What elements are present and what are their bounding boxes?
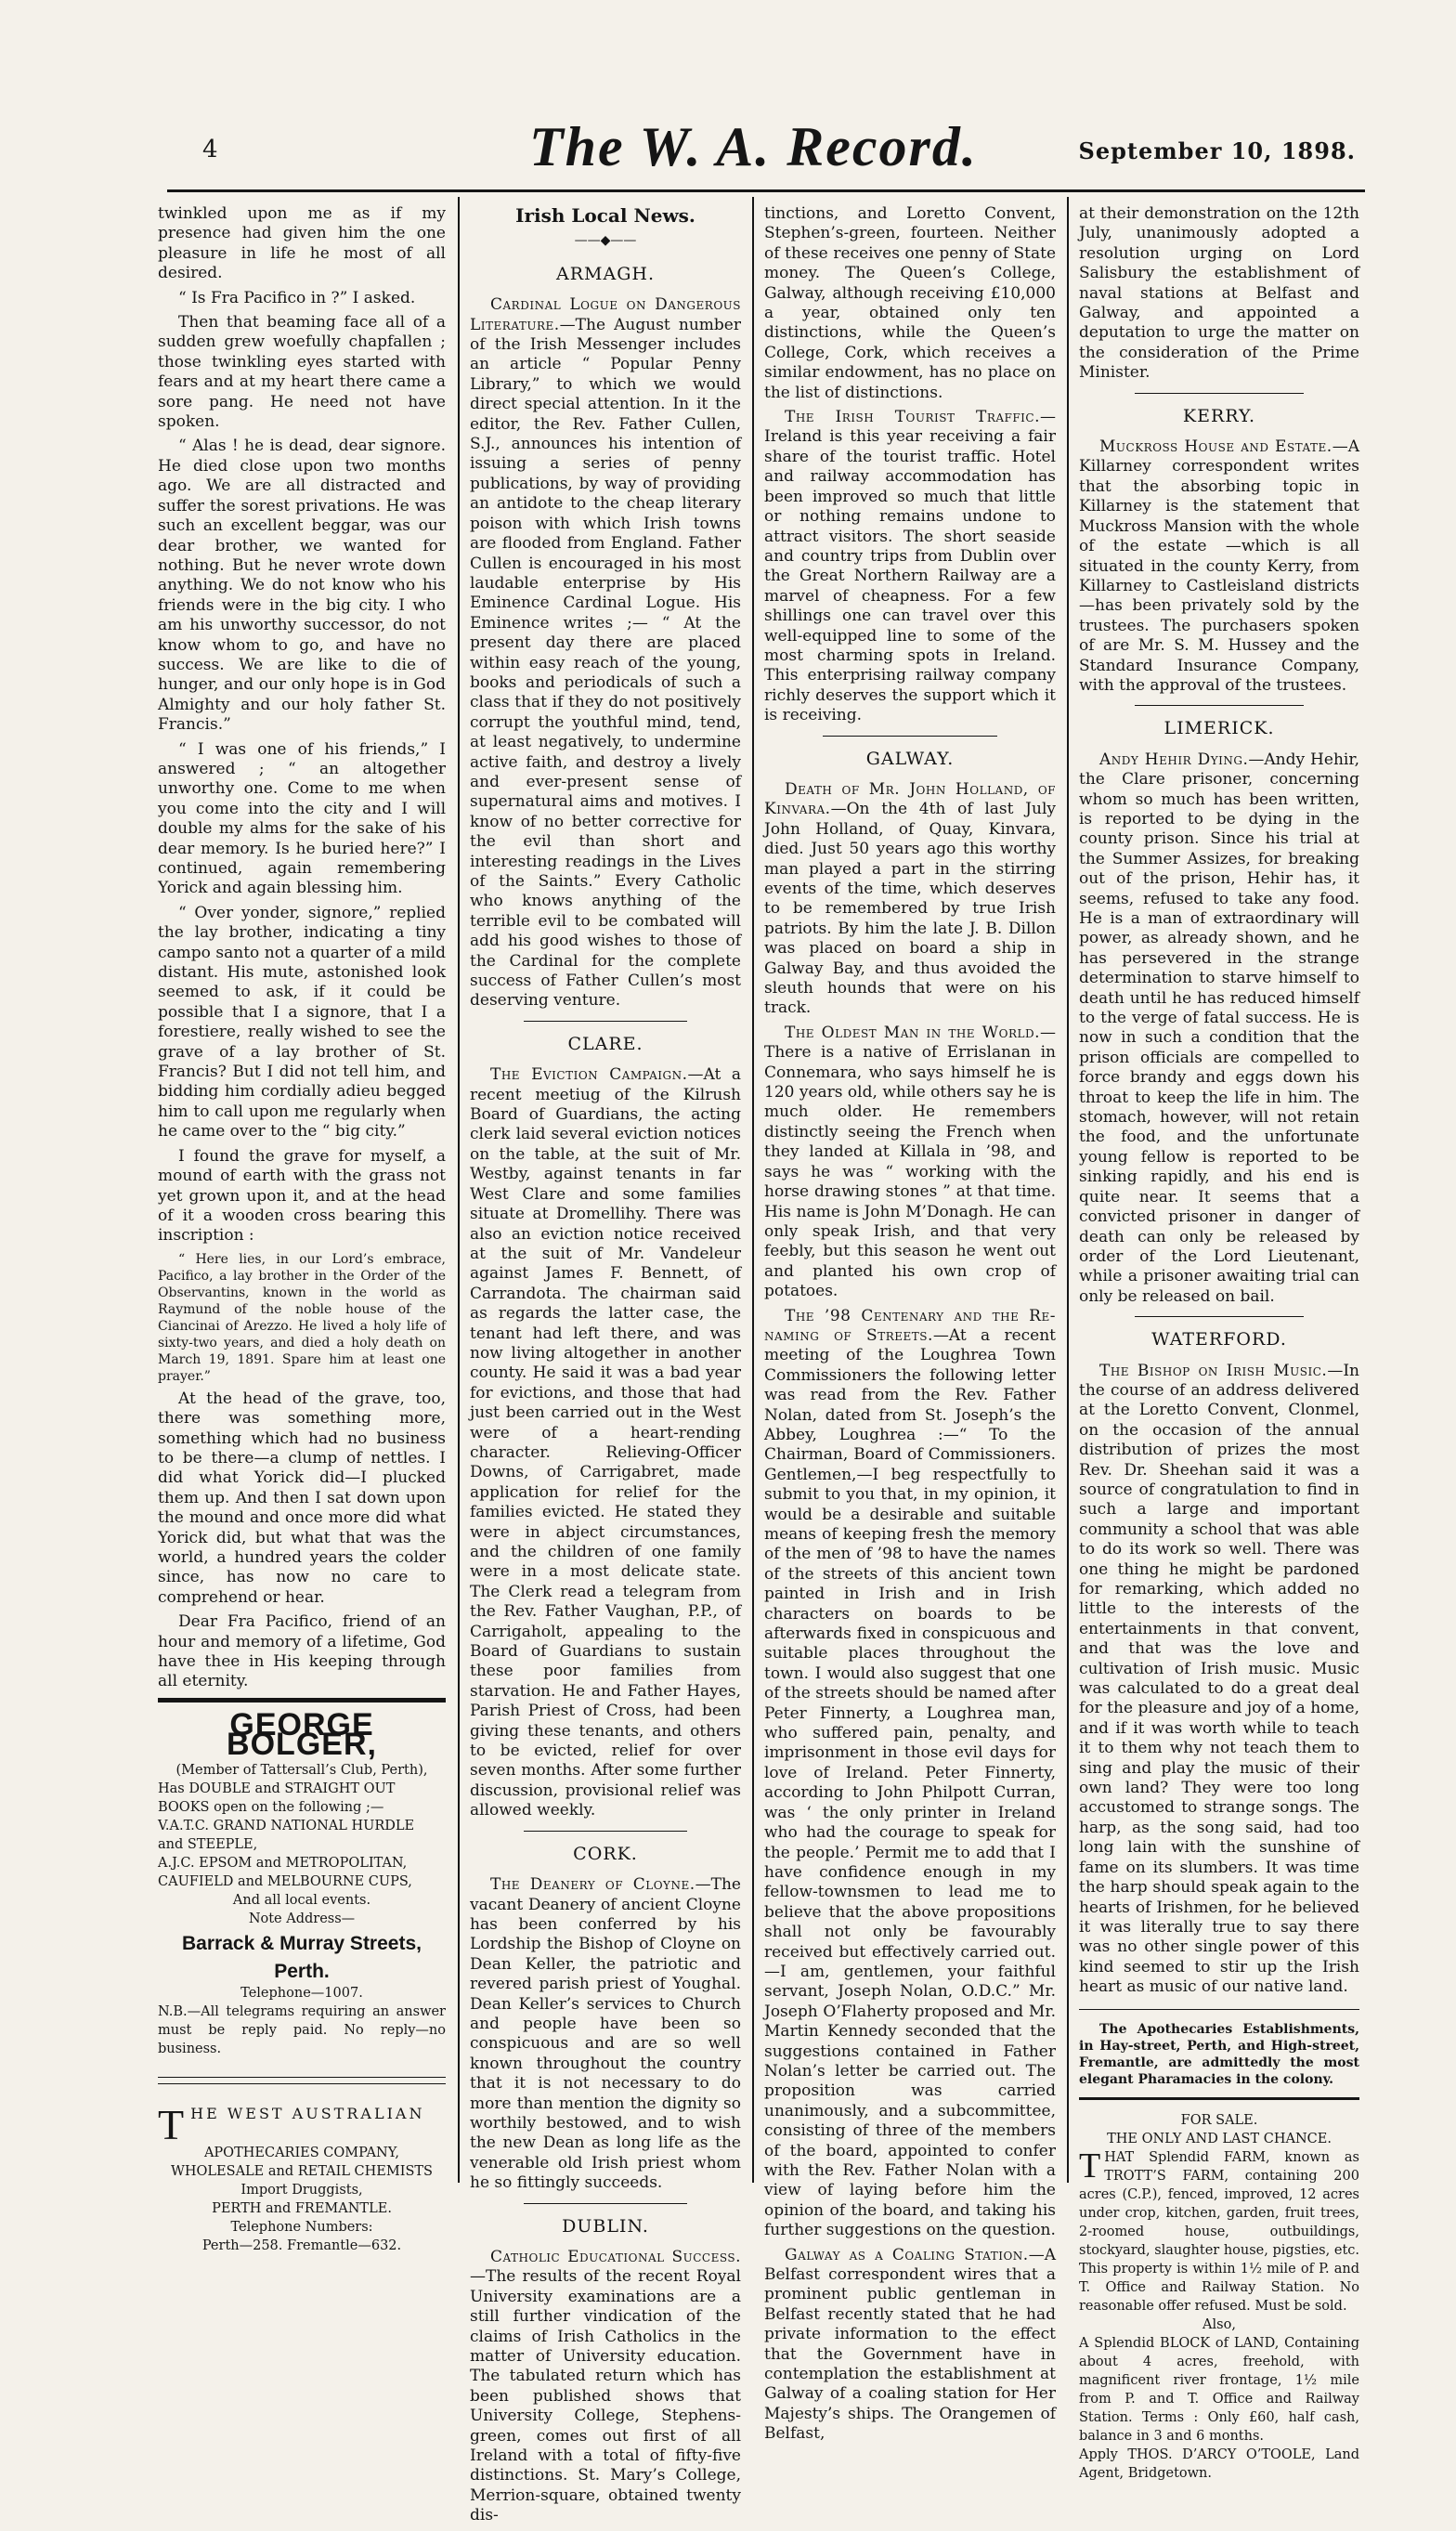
ad-note: N.B.—All telegrams requiring an answer must be reply paid. No reply—no business. [158, 2003, 446, 2056]
ad-line: V.A.T.C. GRAND NATIONAL HURDLE [158, 1818, 415, 1833]
sale-block-text: A Splendid BLOCK of LAND, Containing about 4 acres, freehold, with magnificent river frontage, 1½ mile from P. and T. Office and Railway Station. Terms : Only £60, half cash, balance in 3 and 6 months. [1079, 2335, 1359, 2444]
ad-line: and STEEPLE, [158, 1836, 258, 1852]
story-paragraph: “ I was one of his friends,” I answered ; “ an altogether unworthy one. Come to me when you come into the city and I will double my alms for the sake of his dear memory. Is he buried here?” I continued, again remembering Yorick and again blessing him. [158, 739, 446, 898]
county-heading-armagh: ARMAGH. [556, 263, 655, 284]
ad-line [158, 2100, 446, 2148]
sale-subheading: THE ONLY AND LAST CHANCE. [1107, 2131, 1332, 2146]
ad-line: And all local events. [232, 1892, 371, 1908]
sale-heading: FOR SALE. [1180, 2112, 1258, 2128]
divider [1079, 2097, 1359, 2100]
story-paragraph: twinkled upon me as if my presence had given him the one pleasure in life he most of all desired. [158, 204, 446, 283]
divider [524, 1021, 686, 1022]
divider [1135, 705, 1303, 706]
article-text: —Ireland is this year receiving a fair share of the tourist traffic. Hotel and railway accommodation has been improved so much that little or nothing remains undone to attract visitors. The short seaside and country trips from Dublin over the Great Northern Railway are a marvel of cheapness. For a few shillings one can travel over this well-equipped line to some of the most charming spots in Ireland. This enterprising railway company richly deserves the support which it is receiving. [764, 408, 1056, 725]
story-paragraph: “ Over yonder, signore,” replied the lay brother, indicating a tiny campo santo not a quarter of a mild distant. His mute, astonished look seemed to ask, if it could be possible that I a signore, that I a forestiere, really wished to see the grave of a lay brother of St. Francis? But I did not tell him, and bidding him cordially adieu begged him to call upon me regularly when he came over to the “ big city.” [158, 903, 446, 1142]
article-lead: The ’98 Centenary and the Re-naming of Streets. [764, 1306, 1056, 1345]
for-sale-advertisement [1079, 2111, 1359, 2483]
ad-line: APOTHECARIES COMPANY, [203, 2145, 400, 2160]
divider [158, 1698, 446, 1703]
column-3 [764, 204, 1056, 2449]
section-title: Irish Local News. [515, 204, 696, 227]
divider [158, 2077, 446, 2078]
ad-telephone: Telephone—1007. [240, 1985, 363, 2001]
masthead-rule [167, 189, 1365, 192]
story-paragraph: “ Alas ! he is dead, dear signore. He died close upon two months ago. We are all distracted and suffer the sorest privations. He was such an excellent beggar, was our dear brother, we wanted for nothing. But he never wrote down anything. We do not know who his friends were in the big city. I who am his unworthy successor, do not know whom to go, and have no success. We are like to die of hunger, and our only hope is in God Almighty and our holy father St. Francis.” [158, 437, 446, 735]
masthead [167, 116, 1365, 182]
divider [1079, 2009, 1359, 2010]
article-lead: Cardinal Logue on Dangerous Literature. [470, 295, 741, 334]
apothecaries-advertisement [158, 2100, 446, 2255]
article-text: —The vacant Deanery of ancient Cloyne has been conferred by his Lordship the Bishop of Cloyne on Dean Keller, the patriotic and revered parish priest of Youghal. Dean Keller’s services to Church and people have been so conspicuous and are so well known throughout the country that it is not necessary to do more than mention the dignity so worthily bestowed, and to wish the new Dean as long life as the venerable old Irish priest whom he so fittingly succeeds. [470, 1875, 741, 2193]
column-4 [1079, 204, 1359, 2483]
story-paragraph: At the head of the grave, too, there was something more, something which had no business to be there—a clump of nettles. I did what Yorick did—I plucked them up. And then I sat down upon the mound and once more did what Yorick did, but what that was the world, a hundred years the colder since, has now no care to comprehend or hear. [158, 1389, 446, 1607]
article-text: —On the 4th of last July John Holland, of Quay, Kinvara, died. Just 50 years ago this worthy man played a part in the stirring events of the time, which deserves to be remembered by true Irish patriots. By him the late J. B. Dillon was placed on board a ship in Galway Bay, and thus avoided the sleuth hounds that were on his track. [764, 800, 1056, 1018]
article-lead: Galway as a Coaling Station. [785, 2245, 1029, 2264]
article-text: —There is a native of Errislanan in Connemara, who says himself he is 120 years old, while others say he is much older. He remembers distinctly seeing the French when they landed at Killala in ’98, and says he was “ working with the horse drawing stones ” at that time. His name is John M’Donagh. He can only speak Irish, and that very feebly, but this season he went out and planted his own crop of potatoes. [764, 1023, 1056, 1301]
sale-also: Also, [1202, 2316, 1236, 2332]
column-rule-1 [458, 197, 460, 2183]
apothecaries-notice: The Apothecaries Establishments, in Hay-street, Perth, and High-street, Fremantle, are admittedly the most elegant Pharamacies in the colony. [1079, 2021, 1359, 2087]
divider [158, 2083, 446, 2084]
article-lead: Muckross House and Estate. [1099, 437, 1332, 457]
column-rule-3 [1067, 197, 1069, 2183]
ad-name: GEORGE BOLGER, [227, 1706, 377, 1763]
county-heading-clare: CLARE. [567, 1033, 644, 1054]
article-lead: The Irish Tourist Traffic. [785, 408, 1040, 427]
article-lead: Death of Mr. John Holland, of Kinvara. [764, 779, 1056, 819]
article-text: —At a recent meeting of the Loughrea Town Commissioners the following letter was read from the Rev. Father Nolan, dated from St. Joseph’s the Abbey, Loughrea :—“ To the Chairman, Board of Commissioners. Gentlemen,—I beg respectfully to submit to you that, in my opinion, it would be a desirable and suitable means of keeping fresh the memory of the men of ’98 to have the names of the streets of this ancient town painted in Irish and in Irish characters on boards to be afterwards fixed in conspicuous and suitable places throughout the town. I would also suggest that one of the streets should be named after Peter Finnerty, a Loughrea man, who suffered pain, penalty, and imprisonment in those evil days for love of Ireland. Peter Finnerty, according to John Philpott Curran, was ‘ the only printer in Ireland who had the courage to speak for the people.’ Permit me to add that I have confidence enough in my fellow-townsmen to lead me to believe that the above propositions shall not only be favourably received but effectively carried out.—I am, gentlemen, your faithful servant, Joseph Nolan, O.D.C.” Mr. Joseph O’Flaherty proposed and Mr. Martin Kennedy seconded that the suggestions contained in Father Nolan’s letter be carried out. The proposition was carried unanimously, and a subcommittee, consisting of three of the members of the board, appointed to confer with the Rev. Father Nolan with a view of laying before him the opinion of the board, and taking his further suggestions on the question. [764, 1325, 1056, 2240]
ad-line: A.J.C. EPSOM and METROPOLITAN, [158, 1855, 408, 1871]
divider [524, 1831, 686, 1832]
drop-cap: T [158, 2100, 188, 2148]
article-text: —The results of the recent Royal University examinations are a still further vindication of the claims of Irish Catholics in the matter of University education. The tabulated return which has been published shows that University College, Stephens-green, comes out first of all Ireland with a total of fifty-five distinctions. St. Mary’s College, Merrion-square, obtained twenty dis- [470, 2267, 741, 2525]
county-heading-dublin: DUBLIN. [562, 2215, 649, 2237]
article-text: at their demonstration on the 12th July, unanimously adopted a resolution urging on Lord Salisbury the establishment of naval stations at Belfast and Galway, and appointed a deputation to urge the matter on the consideration of the Prime Minister. [1079, 204, 1359, 383]
county-heading-galway: GALWAY. [865, 748, 955, 769]
story-paragraph: I found the grave for myself, a mound of earth with the grass not yet grown upon it, and at the head of it a wooden cross bearing this inscription : [158, 1146, 446, 1246]
article-lead: Andy Hehir Dying. [1099, 750, 1249, 769]
ad-line: (Member of Tattersall’s Club, Perth), [176, 1762, 428, 1778]
sale-body: HAT Splendid FARM, known as TROTT’S FARM, containing 200 acres (C.P.), fenced, improved, 12 acres under crop, kitchen, garden, fruit trees, 2-roomed house, outbuildings, stockyard, slaughter house, pigsties, etc. This property is within 1½ mile of P. and T. Office and Railway Station. No reasonable offer refused. Must be sold. [1079, 2149, 1359, 2314]
grave-inscription: “ Here lies, in our Lord’s embrace, Pacifico, a lay brother in the Order of the Observantins, known in the world as Raymund of the noble house of the Ciancinai of Arezzo. He lived a holy life of sixty-two years, and died a holy death on March 19, 1891. Spare him at least one prayer.” [158, 1251, 446, 1384]
article-text: —Andy Hehir, the Clare prisoner, concerning whom so much has been written, is reported to be dying in the county prison. Since his trial at the Summer Assizes, for breaking out of the prison, Hehir has, it seems, refused to take any food. He is a man of extraordinary will power, as already shown, and he has persevered in the strange determination to starve himself to death until he has reduced himself to the verge of fatal success. He is now in such a condition that the prison officials are compelled to force brandy and eggs down his throat to keep the life in him. The stomach, however, will not retain the food, and the unfortunate young fellow is reported to be sinking rapidly, and his end is quite near. It seems that a convicted prisoner in danger of death can only be released by order of the Lord Lieutenant, while a prisoner awaiting trial can only be released on bail. [1079, 750, 1359, 1306]
bolger-advertisement [158, 1706, 446, 2058]
story-paragraph: “ Is Fra Pacifico in ?” I asked. [178, 288, 416, 307]
column-rule-2 [752, 197, 754, 2183]
newspaper-title: The W. A. Record. [529, 116, 978, 177]
ad-line: CAUFIELD and MELBOURNE CUPS, [158, 1873, 412, 1889]
column-1 [158, 204, 446, 2255]
article-lead: Catholic Educational Success. [490, 2248, 741, 2266]
ad-line: Telephone Numbers: [230, 2219, 373, 2235]
article-text: —A Killarney correspondent writes that the absorbing topic in Killarney is the statement that Muckross Mansion with the whole of the estate —which is all situated in the county Kerry, from Killarney to Castleisland districts—has been privately sold by the trustees. The purchasers spoken of are Mr. S. M. Hussey and the Standard Insurance Company, with the approval of the trustees. [1079, 437, 1359, 695]
ad-line: BOOKS open on the following ;— [158, 1799, 384, 1815]
article-text: —The August number of the Irish Messenger includes an article “ Popular Penny Library,” to which we would direct special attention. In it the editor, the Rev. Father Cullen, S.J., announces his intention of issuing a series of penny publications, by way of providing an antidote to the cheap literary poison with which Irish towns are flooded from England. Father Cullen is encouraged in his most laudable enterprise by His Eminence Cardinal Logue. His Eminence writes ;— “ At the present day there are placed within easy reach of the young, books and periodicals of such a class that if they do not positively corrupt the youthful mind, tend, at least negatively, to undermine active faith, and destroy a lively and ever-present sense of supernatural aims and motives. I know of no better corrective for the evil than short and interesting readings in the Lives of the Saints.” Every Catholic who knows anything of the terrible evil to be combated will add his good wishes to those of the Cardinal for the complete success of Father Cullen’s most deserving venture. [470, 315, 741, 1011]
article-lead: The Eviction Campaign. [490, 1065, 688, 1085]
story-paragraph: Dear Fra Pacifico, friend of an hour and memory of a lifetime, God have thee in His keeping through all eternity. [158, 1612, 446, 1691]
county-heading-cork: CORK. [573, 1843, 638, 1864]
column-2 [470, 204, 741, 2531]
ornament-divider: ——◆—— [574, 233, 637, 249]
article-lead: The Oldest Man in the World. [785, 1023, 1040, 1042]
page-number: 4 [202, 136, 218, 163]
story-paragraph: Then that beaming face all of a sudden grew woefully chapfallen ; those twinkling eyes started with fears and at my heart there came a sore pang. He need not have spoken. [158, 313, 446, 432]
article-text: tinctions, and Loretto Convent, Stephen’s-green, fourteen. Neither of these receives one penny of State money. The Queen’s College, Galway, although receiving £10,000 a year, obtained only ten distinctions, while the Queen’s College, Cork, which receives a similar endowment, has no place on the list of distinctions. [764, 204, 1056, 402]
issue-date: September 10, 1898. [1078, 137, 1356, 164]
article-lead: The Deanery of Cloyne. [490, 1875, 696, 1895]
county-heading-limerick: LIMERICK. [1164, 718, 1275, 739]
divider [1135, 1316, 1303, 1317]
ad-line: Note Address— [248, 1911, 356, 1926]
ad-line-text: HE WEST AUSTRALIAN [190, 2104, 425, 2122]
article-text: —A Belfast correspondent wires that a prominent public gentleman in Belfast recently stated that he had private information to the effect that the Government have in contemplation the establishment at Galway of a coaling station for Her Majesty’s ships. The Orangemen of Belfast, [764, 2245, 1056, 2444]
drop-cap: T [1079, 2146, 1101, 2185]
article-text: —At a recent meetiug of the Kilrush Board of Guardians, the acting clerk laid several eviction notices on the table, at the suit of Mr. Westby, against tenants in far West Clare and some families situate at Dromellihy. There was also an eviction notice received at the suit of Mr. Vandeleur against James F. Bennett, of Carrandota. The chairman said as regards the latter case, the tenant had left there, and was now living altogether in another county. He said it was a bad year for evictions, and those that had just been carried out in the West were of a heart-rending character. Relieving-Officer Downs, of Carrigabret, made application for relief for the families evicted. He stated they were in abject circumstances, and the children of one family were in a most delicate state. The Clerk read a telegram from the Rev. Father Vaughan, P.P., of Carrigaholt, appealing to the Board of Guardians to sustain these poor families from starvation. He and Father Hayes, Parish Priest of Cross, had been giving these tenants, and others to be evicted, relief for over seven months. After some further discussion, provisional relief was allowed weekly. [470, 1065, 741, 1820]
county-heading-kerry: KERRY. [1182, 405, 1256, 426]
divider [823, 736, 997, 737]
sale-text [1079, 2148, 1359, 2316]
ad-line: Import Druggists, [240, 2182, 363, 2198]
article-text: —In the course of an address delivered at the Loretto Convent, Clonmel, on the occasion of the annual distribution of prizes the most Rev. Dr. Sheehan said it was a source of congratulation to find in such a large and important community a school that was able to do its work so well. There was one thing he might be pardoned for remarking, which added no little to the interests of the entertainments in that convent, and that was the love and cultivation of Irish music. Music was calculated to do a great deal for the pleasure and joy of a home, and if it was worth while to teach it to them why not teach them to sing and play the music of their own land? They were too long accustomed to strange songs. The harp, as the song said, had too long lain with the sunshine of fame on its slumbers. It was time the harp should speak again to the hearts of Irishmen, for he believed it was literally true to say there was no other single power of this kind seemed to stir up the Irish heart as music of our native land. [1079, 1361, 1359, 1997]
ad-line: Perth—258. Fremantle—632. [202, 2237, 402, 2253]
ad-address: Barrack & Murray Streets, [182, 1932, 422, 1954]
ad-line: Has DOUBLE and STRAIGHT OUT [158, 1781, 396, 1796]
article-lead: The Bishop on Irish Music. [1099, 1361, 1328, 1380]
ad-address: Perth. [274, 1960, 330, 1982]
county-heading-waterford: WATERFORD. [1151, 1329, 1287, 1350]
divider [1135, 393, 1303, 394]
ad-line: PERTH and FREMANTLE. [212, 2200, 392, 2216]
sale-apply: Apply THOS. D’ARCY O’TOOLE, Land Agent, Bridgetown. [1079, 2446, 1359, 2481]
divider [524, 2203, 686, 2204]
ad-line: WHOLESALE and RETAIL CHEMISTS [170, 2163, 433, 2179]
